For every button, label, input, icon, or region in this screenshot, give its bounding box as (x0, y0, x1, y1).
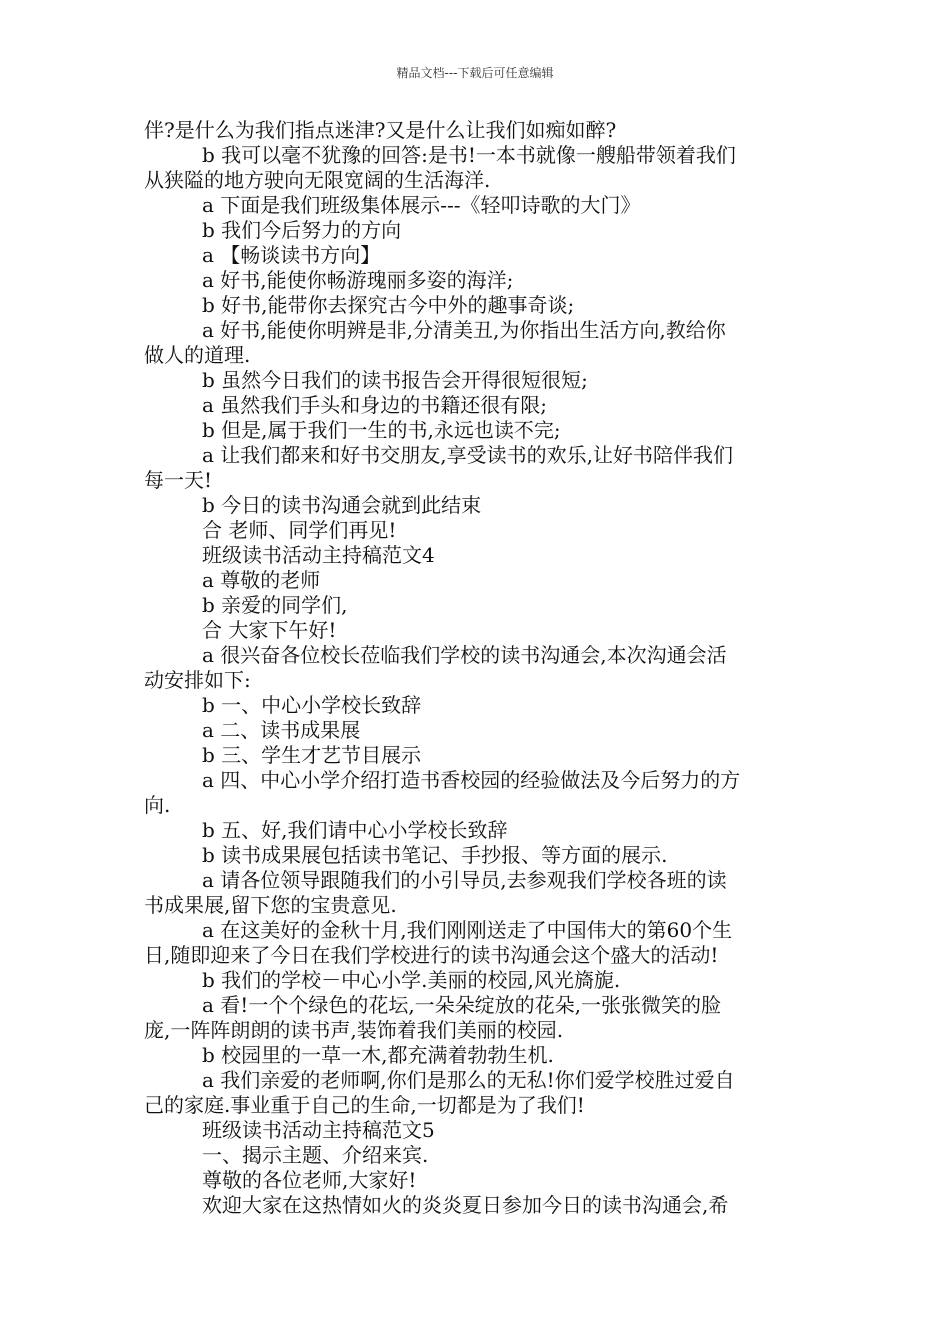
text-line: 己的家庭.事业重于自己的生命,一切都是为了我们! (144, 1093, 585, 1117)
text-line: a 我们亲爱的老师啊,你们是那么的无私!你们爱学校胜过爱自 (202, 1068, 735, 1092)
document-body (144, 118, 808, 1218)
text-line: a 四、中心小学介绍打造书香校园的经验做法及今后努力的方 (202, 768, 741, 792)
text-line: a 请各位领导跟随我们的小引导员,去参观我们学校各班的读 (202, 868, 727, 892)
text-line: 一、揭示主题、介绍来宾. (202, 1143, 429, 1167)
text-line: a 看!一个个绿色的花坛,一朵朵绽放的花朵,一张张微笑的脸 (202, 993, 722, 1017)
text-line: b 亲爱的同学们, (202, 593, 348, 617)
page-header: 精品文档---下载后可任意编辑 (396, 66, 554, 80)
text-line: 班级读书活动主持稿范文4 (202, 543, 435, 567)
text-line: b 好书,能带你去探究古今中外的趣事奇谈; (202, 293, 575, 317)
text-line: 尊敬的各位老师,大家好! (202, 1168, 417, 1192)
text-line: 欢迎大家在这热情如火的炎炎夏日参加今日的读书沟通会,希 (202, 1193, 729, 1217)
text-line: b 虽然今日我们的读书报告会开得很短很短; (202, 368, 588, 392)
text-line: b 三、学生才艺节目展示 (202, 743, 422, 767)
text-line: b 我们今后努力的方向 (202, 218, 402, 242)
text-line: a 【畅谈读书方向】 (202, 243, 381, 267)
text-line: 书成果展,留下您的宝贵意见. (144, 893, 397, 917)
text-line: a 在这美好的金秋十月,我们刚刚送走了中国伟大的第60个生 (202, 918, 733, 942)
text-line: b 校园里的一草一木,都充满着勃勃生机. (202, 1043, 554, 1067)
text-line: 合 老师、同学们再见! (202, 518, 397, 542)
text-line: b 五、好,我们请中心小学校长致辞 (202, 818, 508, 842)
text-line: b 读书成果展包括读书笔记、手抄报、等方面的展示. (202, 843, 668, 867)
text-line: a 尊敬的老师 (202, 568, 321, 592)
text-line: 从狭隘的地方驶向无限宽阔的生活海洋. (144, 168, 491, 192)
text-line: a 好书,能使你明辨是非,分清美丑,为你指出生活方向,教给你 (202, 318, 726, 342)
text-line: a 很兴奋各位校长莅临我们学校的读书沟通会,本次沟通会活 (202, 643, 727, 667)
text-line: a 好书,能使你畅游瑰丽多姿的海洋; (202, 268, 514, 292)
text-line: 伴?是什么为我们指点迷津?又是什么让我们如痴如醉? (144, 118, 617, 142)
text-line: b 今日的读书沟通会就到此结束 (202, 493, 482, 517)
text-line: 庞,一阵阵朗朗的读书声,装饰着我们美丽的校园. (144, 1018, 564, 1042)
text-line: 日,随即迎来了今日在我们学校进行的读书沟通会这个盛大的活动! (144, 943, 719, 967)
text-line: a 下面是我们班级集体展示---《轻叩诗歌的大门》 (202, 193, 641, 217)
text-line: a 让我们都来和好书交朋友,享受读书的欢乐,让好书陪伴我们 (202, 443, 733, 467)
text-line: b 我们的学校－中心小学.美丽的校园,风光旖旎. (202, 968, 621, 992)
text-line: b 但是,属于我们一生的书,永远也读不完; (202, 418, 561, 442)
text-line: 合 大家下午好! (202, 618, 337, 642)
text-line: b 我可以毫不犹豫的回答:是书!一本书就像一艘船带领着我们 (202, 143, 736, 167)
text-line: 班级读书活动主持稿范文5 (202, 1118, 435, 1142)
text-line: a 虽然我们手头和身边的书籍还很有限; (202, 393, 548, 417)
text-line: 向. (144, 793, 171, 817)
text-line: 每一天! (144, 468, 213, 492)
text-line: b 一、中心小学校长致辞 (202, 693, 422, 717)
text-line: 动安排如下: (144, 668, 251, 692)
text-line: 做人的道理. (144, 343, 251, 367)
text-line: a 二、读书成果展 (202, 718, 361, 742)
